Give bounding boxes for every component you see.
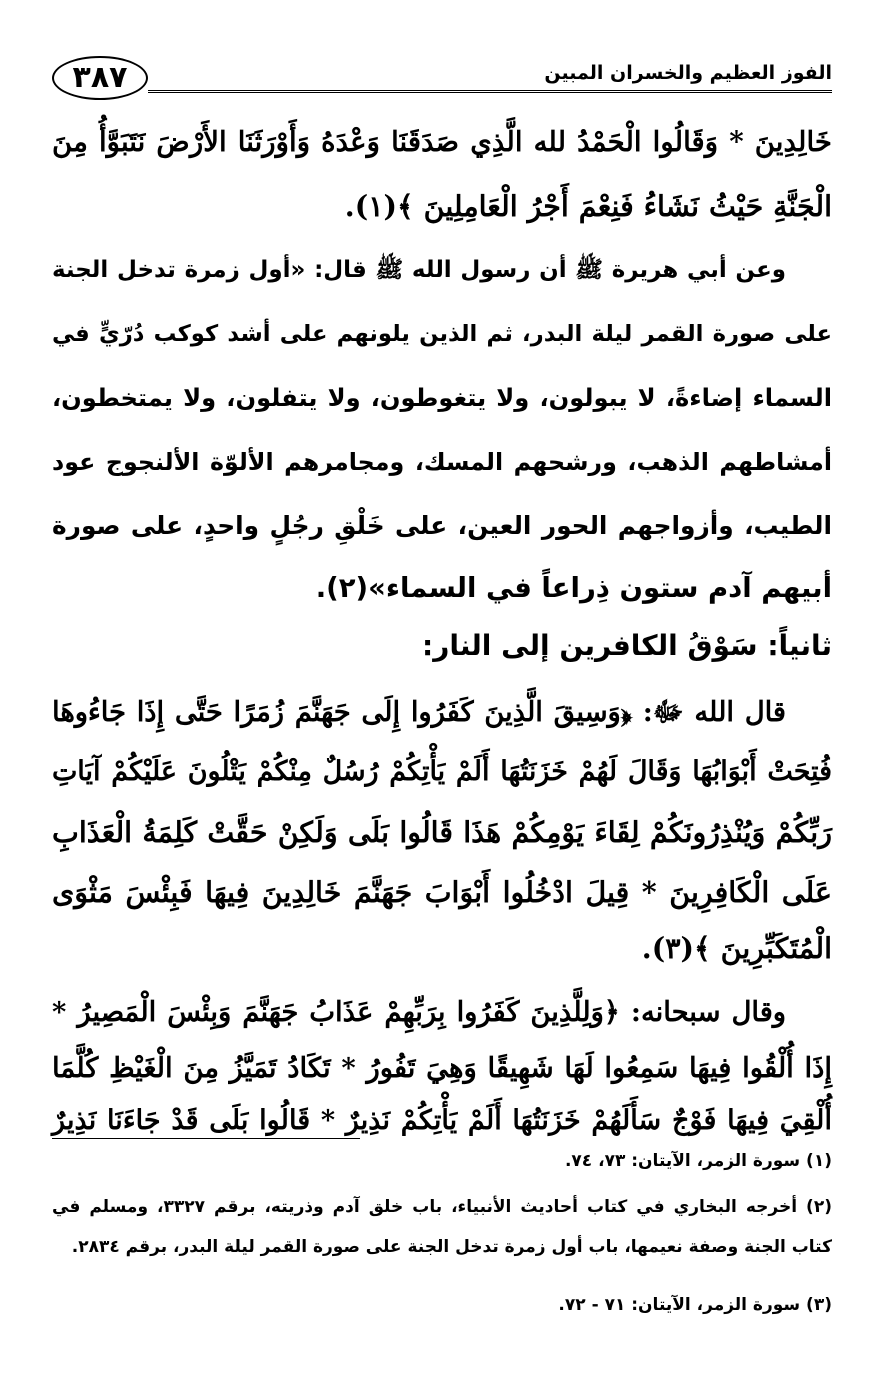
text-line: عَلَى الْكَافِرِينَ * قِيلَ ادْخُلُوا أَبْوَابَ جَهَنَّمَ خَالِدِينَ فِيهَا فَبِئْسَ مَثْوَى xyxy=(52,875,832,909)
text-line: رَبِّكُمْ وَيُنْذِرُونَكُمْ لِقَاءَ يَوْمِكُمْ هَذَا قَالُوا بَلَى وَلَكِنْ حَقَّتْ كَلِمَةُ الْعَذَابِ xyxy=(52,815,832,849)
text-line: السماء إضاءةً، لا يبولون، ولا يتغوطون، ولا يتفلون، ولا يمتخطون، xyxy=(52,384,832,412)
text-line: قال الله ﷻ: ﴿وَسِيقَ الَّذِينَ كَفَرُوا إِلَى جَهَنَّمَ زُمَرًا حَتَّى إِذَا جَاءُوهَا xyxy=(52,696,786,728)
running-title: الفوز العظيم والخسران المبين xyxy=(544,62,832,84)
text-line: خَالِدِينَ * وَقَالُوا الْحَمْدُ لله الَّذِي صَدَقَنَا وَعْدَهُ وَأَوْرَثَنَا الأَرْضَ نَتَبَوَّأُ مِنَ xyxy=(52,125,833,158)
page-number: ٣٨٧ xyxy=(52,56,148,100)
text-line: الْجَنَّةِ حَيْثُ نَشَاءُ فَنِعْمَ أَجْرُ الْعَامِلِينَ ﴾(١). xyxy=(344,189,832,223)
text-line: على صورة القمر ليلة البدر، ثم الذين يلونهم على أشد كوكب دُرّيٍّ في xyxy=(52,321,832,347)
text-line: أُلْقِيَ فِيهَا فَوْجٌ سَأَلَهُمْ خَزَنَتُهَا أَلَمْ يَأْتِكُمْ نَذِيرٌ * قَالُوا بَلَى قَدْ جَاءَنَا نَذِيرٌ xyxy=(52,1104,832,1136)
text-line: إِذَا أُلْقُوا فِيهَا سَمِعُوا لَهَا شَهِيقًا وَهِيَ تَفُورُ * تَكَادُ تَمَيَّزُ مِنَ الْغَيْظِ كُلَّمَا xyxy=(52,1052,832,1084)
text-line: أمشاطهم الذهب، ورشحهم المسك، ومجامرهم الألوّة الألنجوج عود xyxy=(52,448,832,476)
footnote: (٢) أخرجه البخاري في كتاب أحاديث الأنبياء، باب خلق آدم وذريته، برقم ٣٣٢٧، ومسلم في xyxy=(52,1197,832,1217)
footnote: (١) سورة الزمر، الآيتان: ٧٣، ٧٤. xyxy=(564,1151,832,1171)
text-line: وعن أبي هريرة ﷺ أن رسول الله ﷺ قال: «أول زمرة تدخل الجنة xyxy=(52,257,786,283)
text-line: أبيهم آدم ستون ذِراعاً في السماء»(٢). xyxy=(315,572,832,604)
footnote-separator xyxy=(52,1138,360,1139)
text-line: الْمُتَكَبِّرِينَ ﴾(٣). xyxy=(641,931,832,965)
text-line: وقال سبحانه: ﴿وَلِلَّذِينَ كَفَرُوا بِرَبِّهِمْ عَذَابُ جَهَنَّمَ وَبِئْسَ الْمَصِيرُ * xyxy=(52,996,786,1028)
text-line: فُتِحَتْ أَبْوَابُهَا وَقَالَ لَهُمْ خَزَنَتُهَا أَلَمْ يَأْتِكُمْ رُسُلٌ مِنْكُمْ يَتْلُونَ عَلَيْكُمْ آيَاتِ xyxy=(52,756,832,787)
header-rule xyxy=(148,90,832,93)
running-header xyxy=(52,56,832,106)
footnote: كتاب الجنة وصفة نعيمها، باب أول زمرة تدخل الجنة على صورة القمر ليلة البدر، برقم ٢٨٣٤. xyxy=(71,1237,832,1257)
section-heading: ثانياً: سَوْقُ الكافرين إلى النار: xyxy=(422,629,832,662)
footnote: (٣) سورة الزمر، الآيتان: ٧١ - ٧٢. xyxy=(558,1295,832,1315)
text-line: الطيب، وأزواجهم الحور العين، على خَلْقِ رجُلٍ واحدٍ، على صورة xyxy=(52,511,832,540)
